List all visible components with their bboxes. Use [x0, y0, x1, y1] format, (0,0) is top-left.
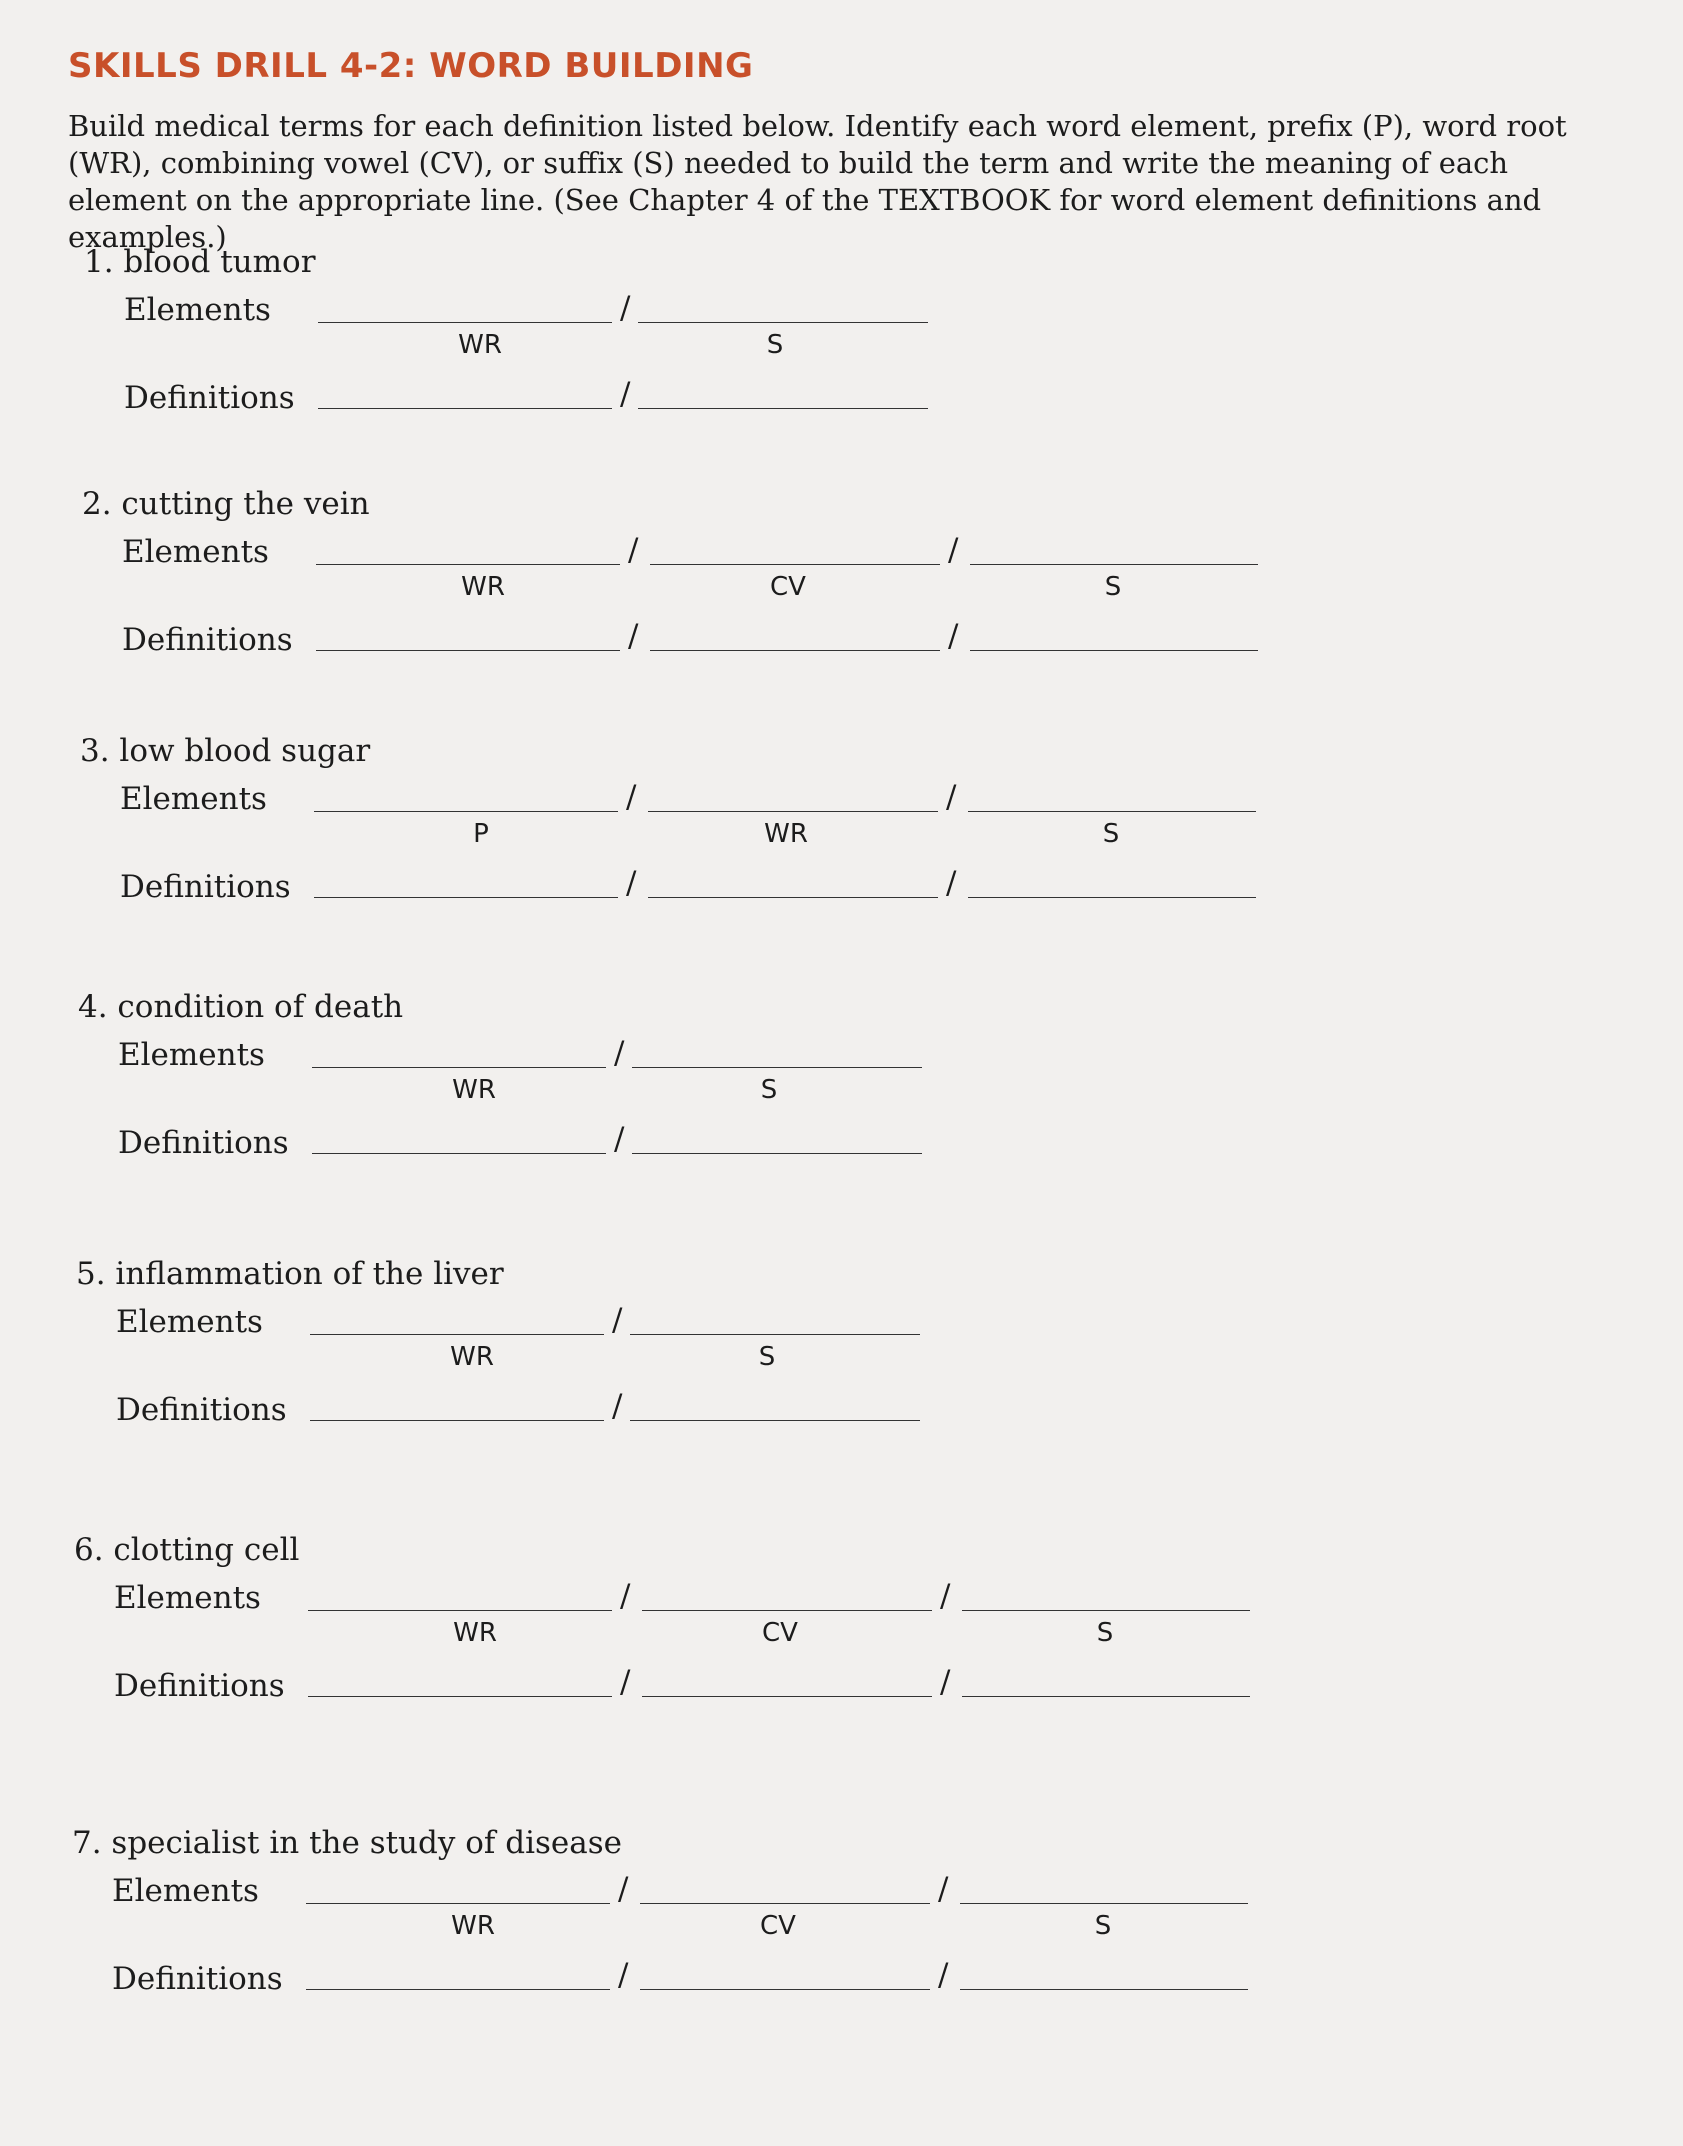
element-blank[interactable]	[962, 1610, 1250, 1611]
definition-blank[interactable]	[632, 1153, 922, 1154]
element-blank[interactable]	[630, 1334, 920, 1335]
element-blank[interactable]	[638, 322, 928, 323]
element-blank[interactable]	[310, 1334, 604, 1335]
worksheet-title: SKILLS DRILL 4-2: WORD BUILDING	[68, 46, 754, 86]
element-type-label: WR	[450, 1342, 494, 1372]
separator-slash: /	[938, 1957, 949, 1993]
definition-blank[interactable]	[308, 1696, 612, 1697]
element-blank[interactable]	[970, 564, 1258, 565]
separator-slash: /	[948, 618, 959, 654]
definitions-label: Definitions	[122, 622, 293, 658]
elements-label: Elements	[114, 1580, 261, 1616]
separator-slash: /	[948, 532, 959, 568]
elements-label: Elements	[122, 534, 269, 570]
definition-blank[interactable]	[312, 1153, 606, 1154]
separator-slash: /	[618, 1957, 629, 1993]
element-blank[interactable]	[316, 564, 620, 565]
definition-blank[interactable]	[310, 1420, 604, 1421]
element-type-label: S	[758, 1342, 776, 1372]
separator-slash: /	[626, 865, 637, 901]
exercise-prompt: 3. low blood sugar	[80, 733, 371, 769]
element-type-label: S	[1096, 1618, 1114, 1648]
definition-blank[interactable]	[648, 897, 938, 898]
element-blank[interactable]	[306, 1903, 610, 1904]
separator-slash: /	[618, 1871, 629, 1907]
element-type-label: CV	[760, 1911, 796, 1941]
definition-blank[interactable]	[630, 1420, 920, 1421]
definition-blank[interactable]	[968, 897, 1256, 898]
definition-blank[interactable]	[306, 1989, 610, 1990]
exercise-prompt: 6. clotting cell	[74, 1532, 300, 1568]
element-type-label: WR	[458, 330, 502, 360]
separator-slash: /	[612, 1388, 623, 1424]
element-blank[interactable]	[650, 564, 940, 565]
element-blank[interactable]	[640, 1903, 930, 1904]
element-type-label: WR	[451, 1911, 495, 1941]
exercise-item	[0, 1532, 1683, 1762]
definitions-label: Definitions	[116, 1392, 287, 1428]
element-blank[interactable]	[960, 1903, 1248, 1904]
exercise-item	[0, 486, 1683, 716]
separator-slash: /	[614, 1121, 625, 1157]
definition-blank[interactable]	[318, 408, 612, 409]
element-type-label: P	[473, 819, 489, 849]
element-blank[interactable]	[632, 1067, 922, 1068]
exercise-prompt: 2. cutting the vein	[82, 486, 370, 522]
element-type-label: WR	[461, 572, 505, 602]
element-blank[interactable]	[648, 811, 938, 812]
element-type-label: CV	[770, 572, 806, 602]
exercise-item	[0, 989, 1683, 1219]
definition-blank[interactable]	[640, 1989, 930, 1990]
separator-slash: /	[620, 290, 631, 326]
definitions-label: Definitions	[124, 380, 295, 416]
separator-slash: /	[620, 376, 631, 412]
definition-blank[interactable]	[642, 1696, 932, 1697]
elements-label: Elements	[124, 292, 271, 328]
separator-slash: /	[938, 1871, 949, 1907]
exercise-item	[0, 244, 1683, 474]
exercise-item	[0, 1256, 1683, 1486]
exercise-prompt: 1. blood tumor	[84, 244, 316, 280]
separator-slash: /	[620, 1578, 631, 1614]
element-type-label: S	[760, 1075, 778, 1105]
separator-slash: /	[946, 779, 957, 815]
element-type-label: S	[1102, 819, 1120, 849]
element-blank[interactable]	[308, 1610, 612, 1611]
elements-label: Elements	[116, 1304, 263, 1340]
element-blank[interactable]	[312, 1067, 606, 1068]
element-blank[interactable]	[642, 1610, 932, 1611]
separator-slash: /	[612, 1302, 623, 1338]
definition-blank[interactable]	[316, 650, 620, 651]
elements-label: Elements	[120, 781, 267, 817]
element-type-label: S	[1104, 572, 1122, 602]
definitions-label: Definitions	[120, 869, 291, 905]
separator-slash: /	[940, 1664, 951, 1700]
elements-label: Elements	[118, 1037, 265, 1073]
definitions-label: Definitions	[114, 1668, 285, 1704]
element-type-label: WR	[764, 819, 808, 849]
element-type-label: WR	[453, 1618, 497, 1648]
exercise-prompt: 5. inflammation of the liver	[76, 1256, 504, 1292]
element-type-label: CV	[762, 1618, 798, 1648]
separator-slash: /	[614, 1035, 625, 1071]
separator-slash: /	[626, 779, 637, 815]
definition-blank[interactable]	[970, 650, 1258, 651]
elements-label: Elements	[112, 1873, 259, 1909]
exercise-prompt: 7. specialist in the study of disease	[72, 1825, 622, 1861]
definition-blank[interactable]	[638, 408, 928, 409]
element-type-label: WR	[452, 1075, 496, 1105]
exercise-item	[0, 733, 1683, 963]
definition-blank[interactable]	[650, 650, 940, 651]
separator-slash: /	[628, 532, 639, 568]
element-type-label: S	[766, 330, 784, 360]
element-blank[interactable]	[318, 322, 612, 323]
definition-blank[interactable]	[960, 1989, 1248, 1990]
separator-slash: /	[940, 1578, 951, 1614]
exercise-item	[0, 1825, 1683, 2055]
definition-blank[interactable]	[314, 897, 618, 898]
instructions-text: Build medical terms for each definition listed below. Identify each word element, prefix (P), word root (WR), combining vowel (CV), or suffix (S) needed to build the term and write the meaning of each element on the appropriate line. (See Chapter 4 of the TEXTBOOK for word element definitions and examples.)	[68, 109, 1567, 254]
definitions-label: Definitions	[112, 1961, 283, 1997]
element-blank[interactable]	[968, 811, 1256, 812]
element-type-label: S	[1094, 1911, 1112, 1941]
separator-slash: /	[628, 618, 639, 654]
separator-slash: /	[620, 1664, 631, 1700]
definitions-label: Definitions	[118, 1125, 289, 1161]
separator-slash: /	[946, 865, 957, 901]
element-blank[interactable]	[314, 811, 618, 812]
definition-blank[interactable]	[962, 1696, 1250, 1697]
exercise-prompt: 4. condition of death	[78, 989, 404, 1025]
